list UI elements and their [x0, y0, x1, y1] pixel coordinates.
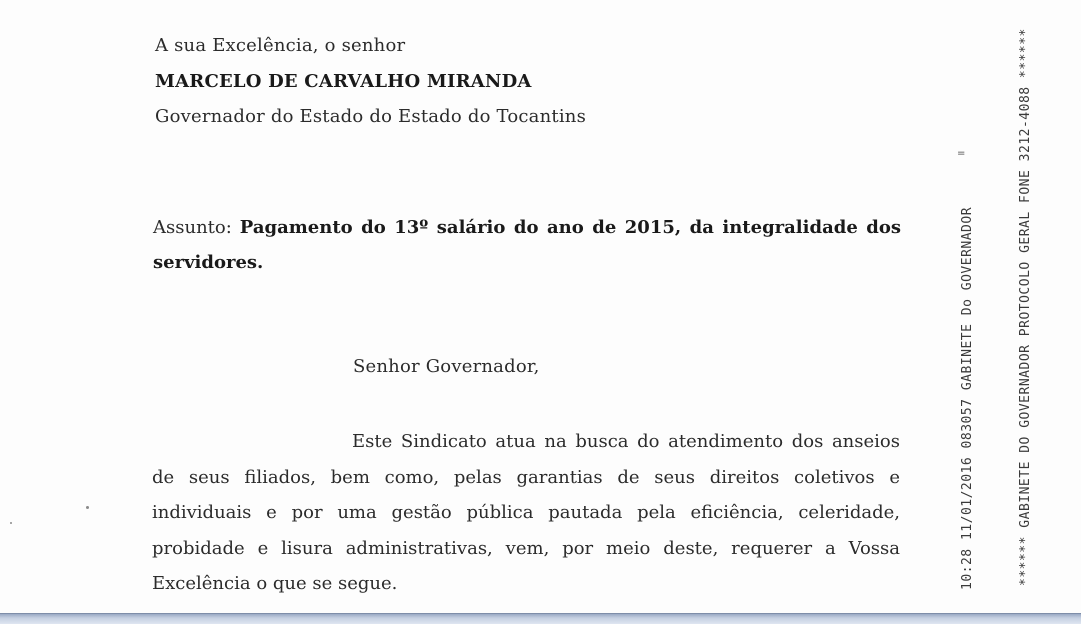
body-paragraph: Este Sindicato atua na busca do atendimento dos anseios de seus filiados, bem como, pelas garantias de seus direitos coletivos e individuais e por uma gestão pública pautada pela eficiência, celeridade, probidade e lisura administrativas, vem, por meio deste, requerer a Vossa Excelência o que se segue.	[152, 431, 900, 594]
scan-speck	[86, 506, 89, 509]
protocol-stamp: ****** GABINETE DO GOVERNADOR PROTOCOLO GERAL FONE 3212-4088 ******	[1018, 28, 1033, 586]
recipient-title: Governador do Estado do Estado do Tocantins	[155, 106, 587, 127]
subject-line	[153, 210, 901, 280]
stamp-mark: =	[957, 148, 966, 159]
recipient-salutation: A sua Excelência, o senhor	[155, 35, 406, 56]
receipt-stamp: 10:28 11/01/2016 083057 GABINETE Do GOVERNADOR	[960, 206, 975, 590]
greeting: Senhor Governador,	[353, 356, 540, 377]
scan-speck	[10, 522, 12, 524]
scan-bottom-edge	[0, 613, 1081, 624]
subject-text: Pagamento do 13º salário do ano de 2015, da integralidade dos servidores.	[153, 217, 901, 273]
subject-label: Assunto:	[153, 217, 232, 238]
recipient-name: MARCELO DE CARVALHO MIRANDA	[155, 71, 532, 92]
